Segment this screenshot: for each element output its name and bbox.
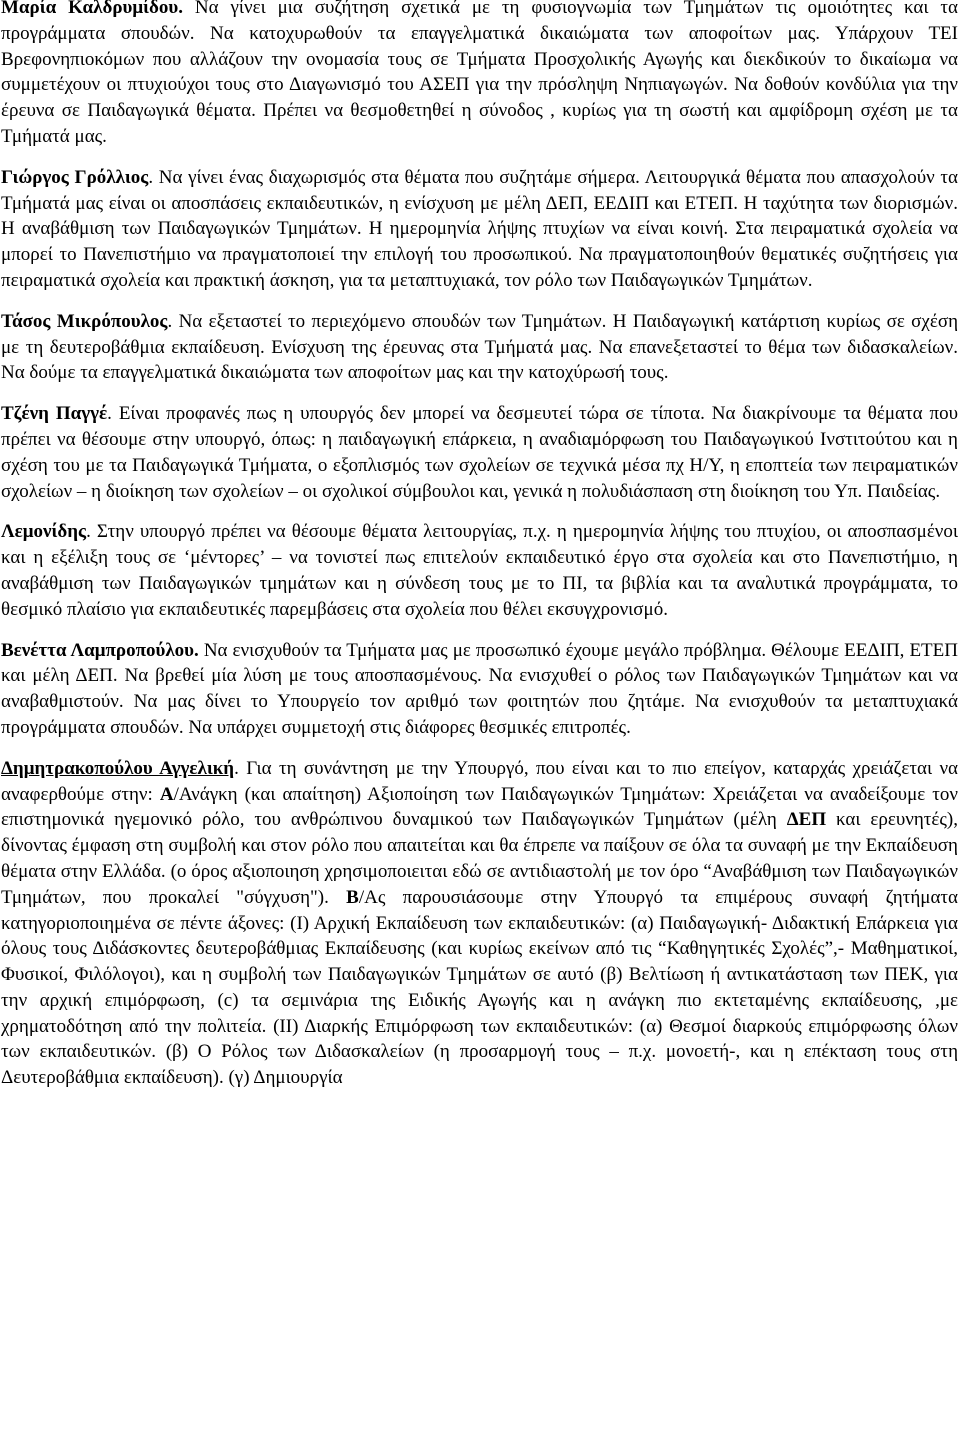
- paragraph-lampropoulou: [1, 638, 958, 741]
- paragraph-kaldrymidou: [1, 0, 958, 150]
- paragraph-text: . Να εξεταστεί το περιεχόμενο σπουδών των Τμημάτων. Η Παιδαγωγική κατάρτιση κυρίως σε σχέση με τη δευτεροβάθμια εκπαίδευση. Ενίσχυση της έρευνας στα Τμήματά μας. Να επανεξεταστεί το θέμα των διδασκαλείων. Να δούμε τα επαγγελματικά δικαιώματα των αποφοίτων μας και την κατοχύρωσή τους.: [1, 310, 959, 384]
- paragraph-text: . Είναι προφανές πως η υπουργός δεν μπορεί να δεσμευτεί τώρα σε τίποτα. Να διακρίνουμε τα θέματα που πρέπει να θέσουμε στην υπουργό, όπως: η παιδαγωγική επάρκεια, η αναδιαμόρφωση του Παιδαγωγικού Ινστιτούτου και η σχέση του με τα Παιδαγωγικά Τμήματα, ο εξοπλισμός των σχολείων σε τεχνικά μέσα πχ Η/Υ, η εποπτεία των πειραματικών σχολείων – η διοίκηση των σχολείων – οι σχολικοί σύμβουλοι και, γενικά η πολυδιάσπαση στη διοίκηση του Υπ. Παιδείας.: [1, 403, 958, 502]
- speaker-name: Δημητρακοπούλου Αγγελική: [1, 757, 235, 779]
- speaker-name: Βενέττα Λαμπροπούλου.: [1, 639, 199, 661]
- paragraph-text-part: /Ανάγκη (και απαίτηση) Αξιοποίηση των Παιδαγωγικών Τμημάτων: Χρειάζεται να αναδείξουμε τον επιστημονικά ηγεμονικό ρόλο, του ανθρώπινου δυναμικού των Παιδαγωγικών Τμημάτων (μέλη: [1, 783, 958, 831]
- bold-letter: Α: [159, 783, 174, 805]
- paragraph-text-part: . Για τη συνάντηση με την Υπουργό, που είναι και το πιο επείγον, καταρχάς χρειάζεται να αναφερθούμε στην:: [1, 757, 958, 805]
- bold-inline-term: ΔΕΠ: [786, 809, 827, 831]
- bold-letter: Β: [346, 886, 359, 908]
- paragraph-text: Να ενισχυθούν τα Τμήματα μας με προσωπικό έχουμε μεγάλο πρόβλημα. Θέλουμε ΕΕΔΙΠ, ΕΤΕΠ και μέλη ΔΕΠ. Να βρεθεί μία λύση με τους αποσπασμένους. Να ενισχυθεί ο ρόλος των Παιδαγωγικών Τμημάτων και να αναβαθμιστούν. Να μας δίνει το Υπουργείο τον αριθμό των φοιτητών που ζητάμε. Να ενισχυθούν τα μεταπτυχιακά προγράμματα σπουδών. Να υπάρχει συμμετοχή στις διάφορες θεσμικές επιτροπές.: [1, 639, 958, 738]
- paragraph-grollios: [1, 165, 958, 294]
- paragraph-text: . Στην υπουργό πρέπει να θέσουμε θέματα λειτουργίας, π.χ. η ημερομηνία λήψης του πτυχίου, οι αποσπασμένοι και η εξέλιξη τους σε ‘μέντορες’ – να τονιστεί πως επιτελούν εκπαιδευτικό έργο στα σχολεία και στο Πανεπιστήμιο, η αναβάθμιση των Παιδαγωγικών τμημάτων και η σύνδεση τους με το ΠΙ, τα βιβλία και τα αναλυτικά προγράμματα, το θεσμικό πλαίσιο για εκπαιδευτικές παρεμβάσεις στα σχολεία που θέλει εκσυγχρονισμό.: [1, 521, 958, 620]
- paragraph-lemonidis: [1, 519, 958, 622]
- paragraph-text: Να γίνει μια συζήτηση σχετικά με τη φυσιογνωμία των Τμημάτων τις ομοιότητες και τα προγράμματα σπουδών. Να κατοχυρωθούν τα επαγγελματικά δικαιώματα των αποφοίτων μας. Υπάρχουν ΤΕΙ Βρεφονηπιοκόμων που αλλάζουν την ονομασία τους σε Τμήματα Προσχολικής Αγωγής και διεκδικούν το δικαίωμα να συμμετέχουν οι πτυχιούχοι τους στο Διαγωνισμό του ΑΣΕΠ για την πρόσληψη Νηπιαγωγών. Να δοθούν κονδύλια για την έρευνα σε Παιδαγωγικά θέματα. Πρέπει να θεσμοθετηθεί η σύνοδος , κυρίως για τη σωστή και αμφίδρομη σχέση με τα Τμήματά μας.: [1, 0, 958, 147]
- speaker-name: Μαρία Καλδρυμίδου.: [1, 0, 183, 18]
- paragraph-text-part: /Ας παρουσιάσουμε στην Υπουργό τα επιμέρους συναφή ζητήματα κατηγοριοποιημένα σε πέντε άξονες: (Ι) Αρχική Εκπαίδευση των εκπαιδευτικών: (α) Παιδαγωγική- Διδακτική Επάρκεια για όλους τους Διδάσκοντες δευτεροβάθμιας Εκπαίδευσης (και κυρίως εκείνων από τις “Καθηγητικές Σχολές”,- Μαθηματικοί, Φυσικοί, Φιλόλογοι), και η συμβολή των Παιδαγωγικών Τμημάτων σε αυτό (β) Βελτίωση ή αντικατάσταση των ΠΕΚ, για την αρχική επιμόρφωση, (c) τα σεμινάρια της Ειδικής Αγωγής και η ανάγκη πιο εκτεταμένης εκπαίδευσης, ,με χρηματοδότηση από την πολιτεία. (ΙΙ) Διαρκής Επιμόρφωση των εκπαιδευτικών: (α) Θεσμοί διαρκούς επιμόρφωσης όλων των εκπαιδευτικών. (β) Ο Ρόλος των Διδασκαλείων (η προσαρμογή τους – π.χ. μονοετή-, και η επέκταση τους στη Δευτεροβάθμια εκπαίδευση). (γ) Δημιουργία: [1, 886, 958, 1089]
- speaker-name: Λεμονίδης: [1, 521, 87, 543]
- paragraph-dimitrakopoulou: [1, 756, 958, 1091]
- paragraph-text-part: και ερευνητές), δίνοντας έμφαση στη συμβολή και στον ρόλο που απαιτείται και θα έπρεπε να παίξουν σε όλα τα συναφή με την Εκπαίδευση θέματα στην Ελλάδα. (ο όρος αξιοποιηση χρησιμοποιειται εδώ σε αντιδιαστολή με τον όρο “Αναβάθμιση των Παιδαγωγικών Τμημάτων, που προκαλεί "σύγχυση").: [1, 809, 958, 908]
- paragraph-text: . Να γίνει ένας διαχωρισμός στα θέματα που συζητάμε σήμερα. Λειτουργικά θέματα που απασχολούν τα Τμήματά μας είναι οι αποσπάσεις εκπαιδευτικών, η ενίσχυση με μέλη ΔΕΠ, ΕΕΔΙΠ και ΕΤΕΠ. Η ταχύτητα των διορισμών. Η αναβάθμιση των Παιδαγωγικών Τμημάτων. Η ημερομηνία λήψης πτυχίων να είναι κοινή. Στα πειραματικά σχολεία να μπορεί το Πανεπιστήμιο να πραγματοποιεί την επιλογή του προσωπικού. Να πραγματοποιηθούν θεματικές συζητήσεις για πειραματικά σχολεία και πρακτική άσκηση, για τα μεταπτυχιακά, τον ρόλο των Παιδαγωγικών Τμημάτων.: [1, 166, 958, 291]
- paragraph-mikropoulos: [1, 309, 958, 386]
- speaker-name: Γιώργος Γρόλλιος: [1, 166, 149, 188]
- speaker-name: Τζένη Παγγέ: [1, 403, 108, 425]
- paragraph-pagge: [1, 401, 958, 504]
- speaker-name: Τάσος Μικρόπουλος: [1, 310, 168, 332]
